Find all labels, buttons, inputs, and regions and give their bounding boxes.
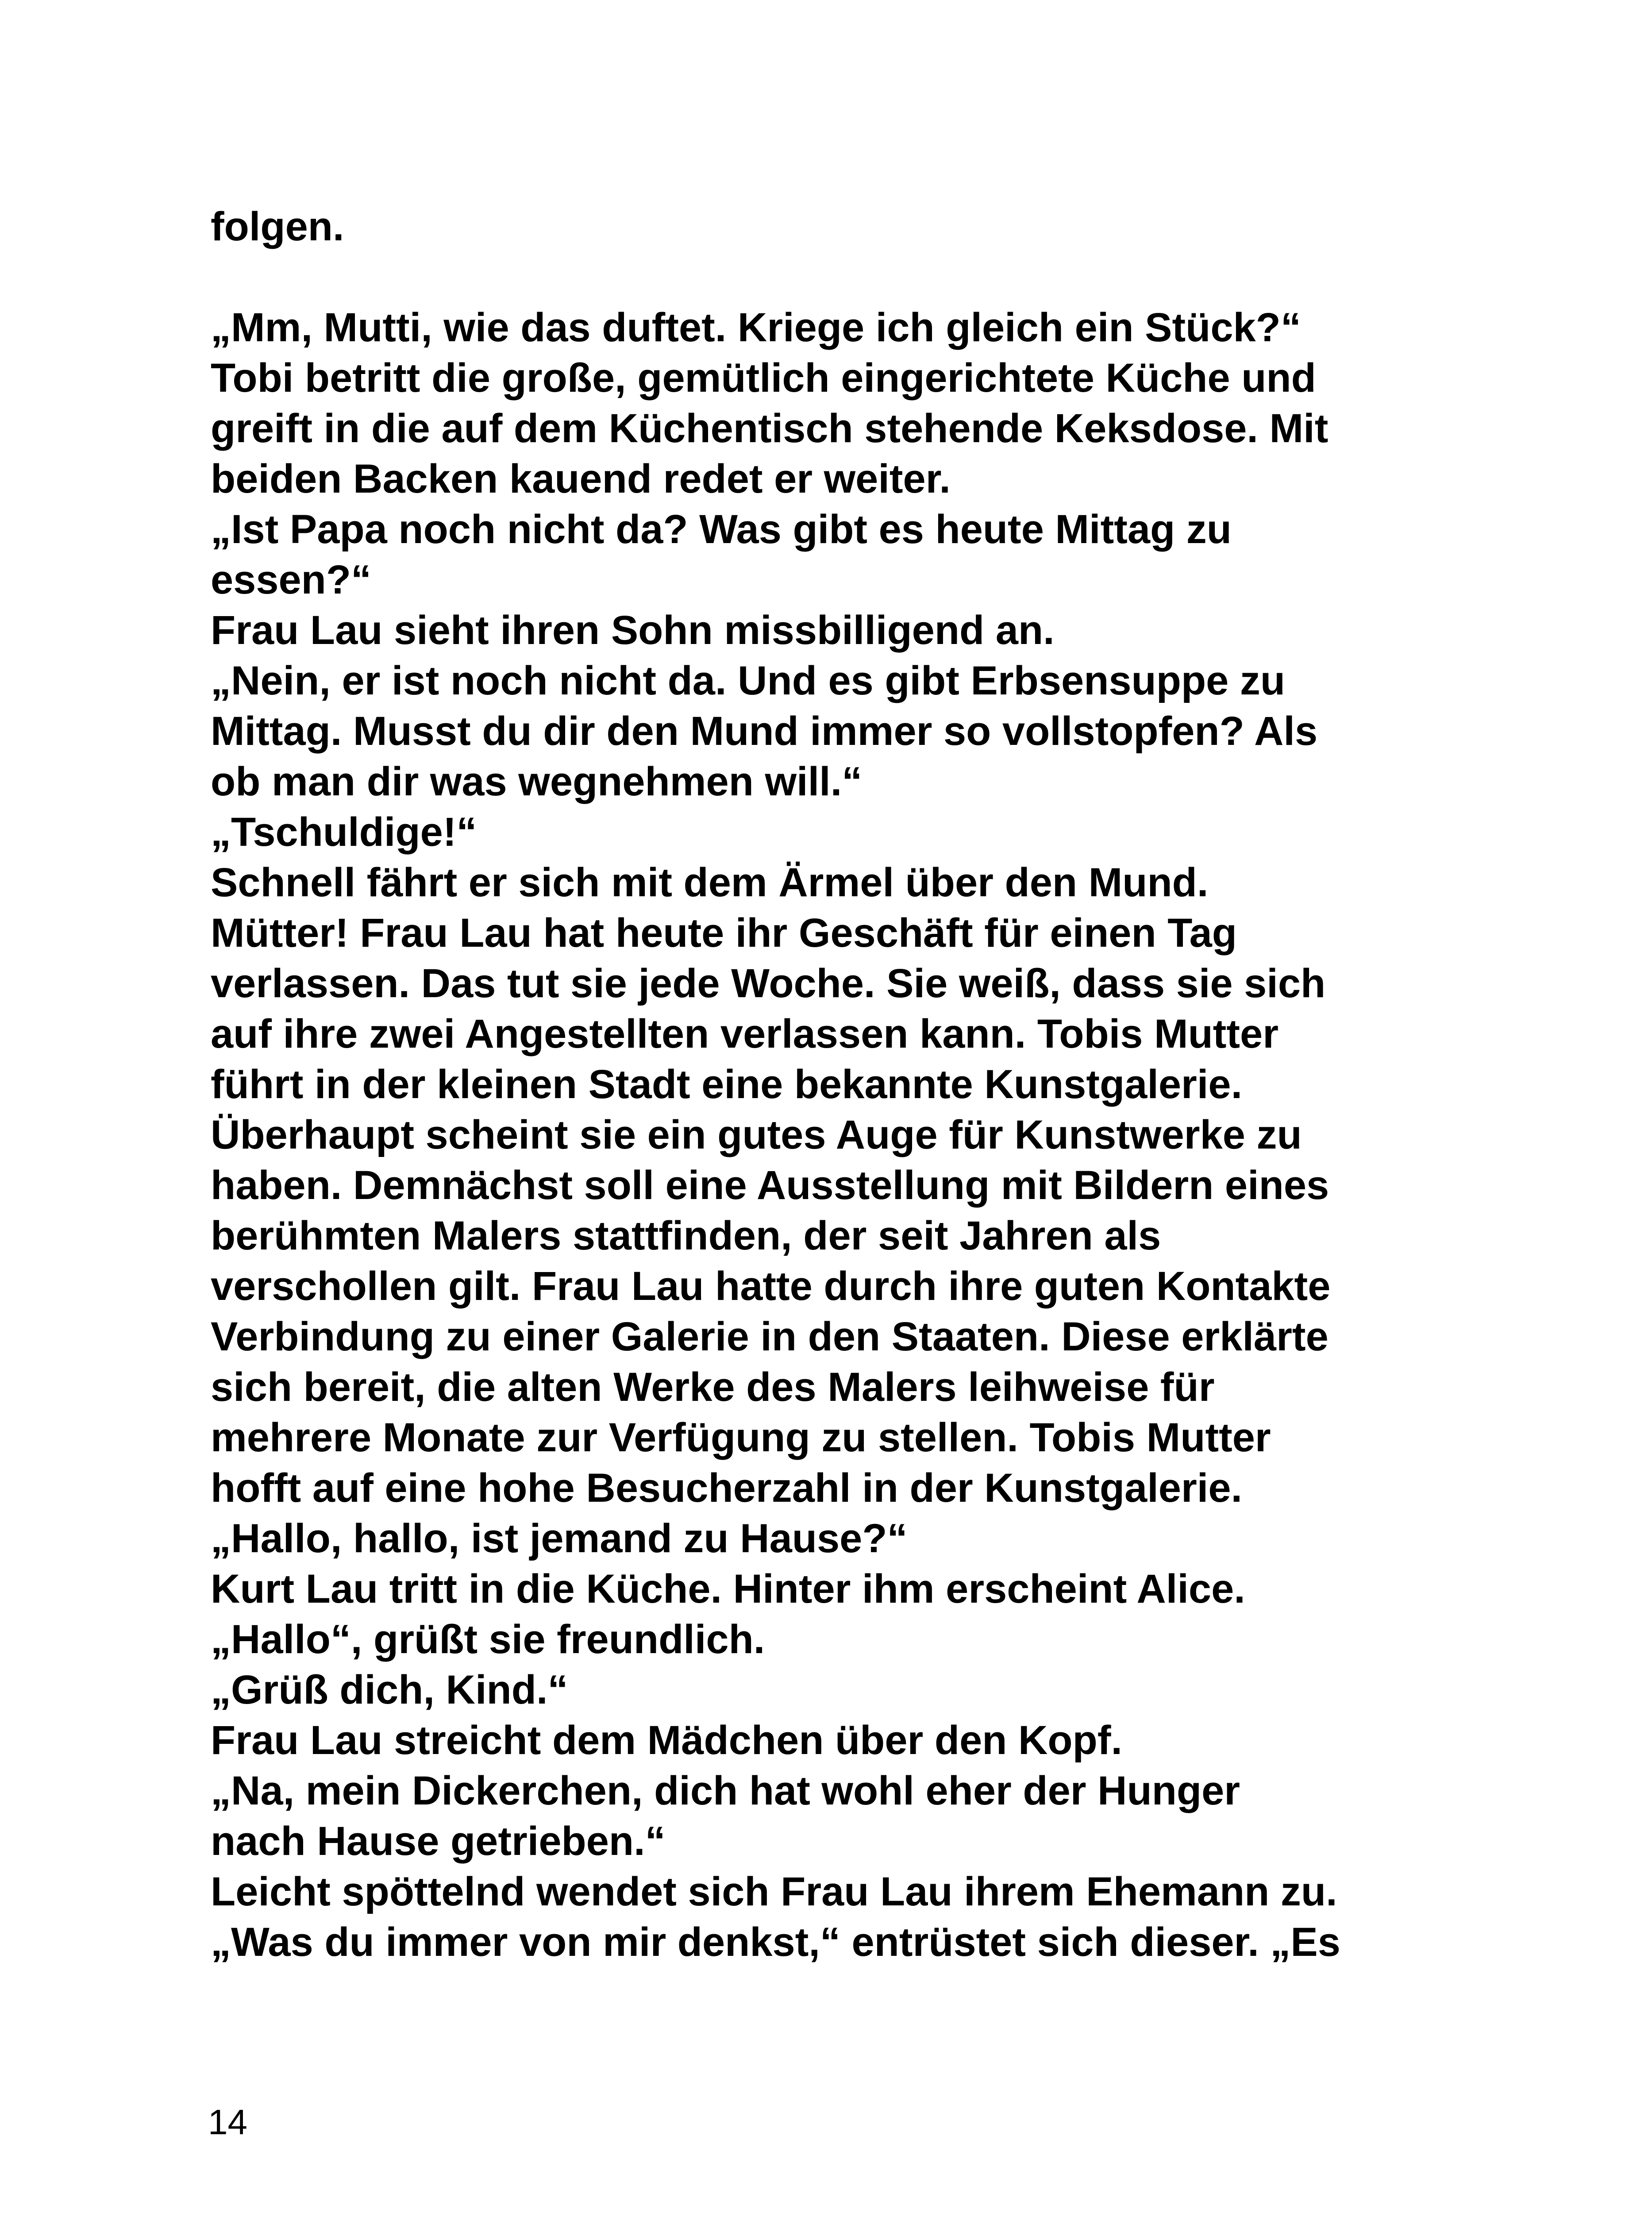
blank-line — [211, 252, 1538, 302]
text-line: „Mm, Mutti, wie das duftet. Kriege ich gleich ein Stück?“ — [211, 305, 1301, 350]
text-line: hofft auf eine hohe Besucherzahl in der Kunstgalerie. — [211, 1465, 1243, 1511]
text-line: nach Hause getrieben.“ — [211, 1819, 666, 1864]
text-line: sich bereit, die alten Werke des Malers leihweise für — [211, 1365, 1215, 1410]
text-line: verschollen gilt. Frau Lau hatte durch ihre guten Kontakte — [211, 1264, 1331, 1309]
text-line: mehrere Monate zur Verfügung zu stellen. Tobis Mutter — [211, 1415, 1271, 1460]
text-line: essen?“ — [211, 557, 372, 602]
text-line: „Grüß dich, Kind.“ — [211, 1667, 568, 1712]
text-line: „Nein, er ist noch nicht da. Und es gibt Erbsensuppe zu — [211, 658, 1286, 703]
text-line: folgen. — [211, 204, 344, 249]
text-line: ob man dir was wegnehmen will.“ — [211, 759, 863, 804]
body-text — [211, 201, 1538, 1967]
text-line: Tobi betritt die große, gemütlich eingerichtete Küche und — [211, 355, 1316, 401]
text-line: Verbindung zu einer Galerie in den Staaten. Diese erklärte — [211, 1314, 1329, 1359]
text-line: „Hallo“, grüßt sie freundlich. — [211, 1617, 765, 1662]
text-line: „Was du immer von mir denkst,“ entrüstet sich dieser. „Es — [211, 1920, 1340, 1965]
text-line: Leicht spöttelnd wendet sich Frau Lau ihrem Ehemann zu. — [211, 1869, 1337, 1914]
text-line: „Ist Papa noch nicht da? Was gibt es heute Mittag zu — [211, 507, 1232, 552]
text-line: beiden Backen kauend redet er weiter. — [211, 456, 951, 501]
text-line: verlassen. Das tut sie jede Woche. Sie weiß, dass sie sich — [211, 961, 1326, 1006]
text-line: Schnell fährt er sich mit dem Ärmel über den Mund. — [211, 860, 1209, 905]
text-line: berühmten Malers stattfinden, der seit Jahren als — [211, 1213, 1161, 1258]
text-line: „Na, mein Dickerchen, dich hat wohl eher der Hunger — [211, 1768, 1240, 1813]
text-line: Mittag. Musst du dir den Mund immer so vollstopfen? Als — [211, 709, 1318, 754]
text-line: Frau Lau sieht ihren Sohn missbilligend an. — [211, 608, 1055, 653]
text-line: greift in die auf dem Küchentisch stehende Keksdose. Mit — [211, 406, 1329, 451]
text-line: auf ihre zwei Angestellten verlassen kann. Tobis Mutter — [211, 1011, 1279, 1056]
text-line: Kurt Lau tritt in die Küche. Hinter ihm erscheint Alice. — [211, 1566, 1245, 1612]
text-line: führt in der kleinen Stadt eine bekannte Kunstgalerie. — [211, 1062, 1243, 1107]
text-line: „Hallo, hallo, ist jemand zu Hause?“ — [211, 1516, 908, 1561]
page-number: 14 — [208, 2102, 247, 2142]
text-line: Frau Lau streicht dem Mädchen über den Kopf. — [211, 1718, 1123, 1763]
text-line: „Tschuldige!“ — [211, 810, 477, 855]
text-line: Überhaupt scheint sie ein gutes Auge für Kunstwerke zu — [211, 1112, 1302, 1157]
text-line: Mütter! Frau Lau hat heute ihr Geschäft für einen Tag — [211, 910, 1237, 956]
text-line: haben. Demnächst soll eine Ausstellung mit Bildern eines — [211, 1163, 1329, 1208]
